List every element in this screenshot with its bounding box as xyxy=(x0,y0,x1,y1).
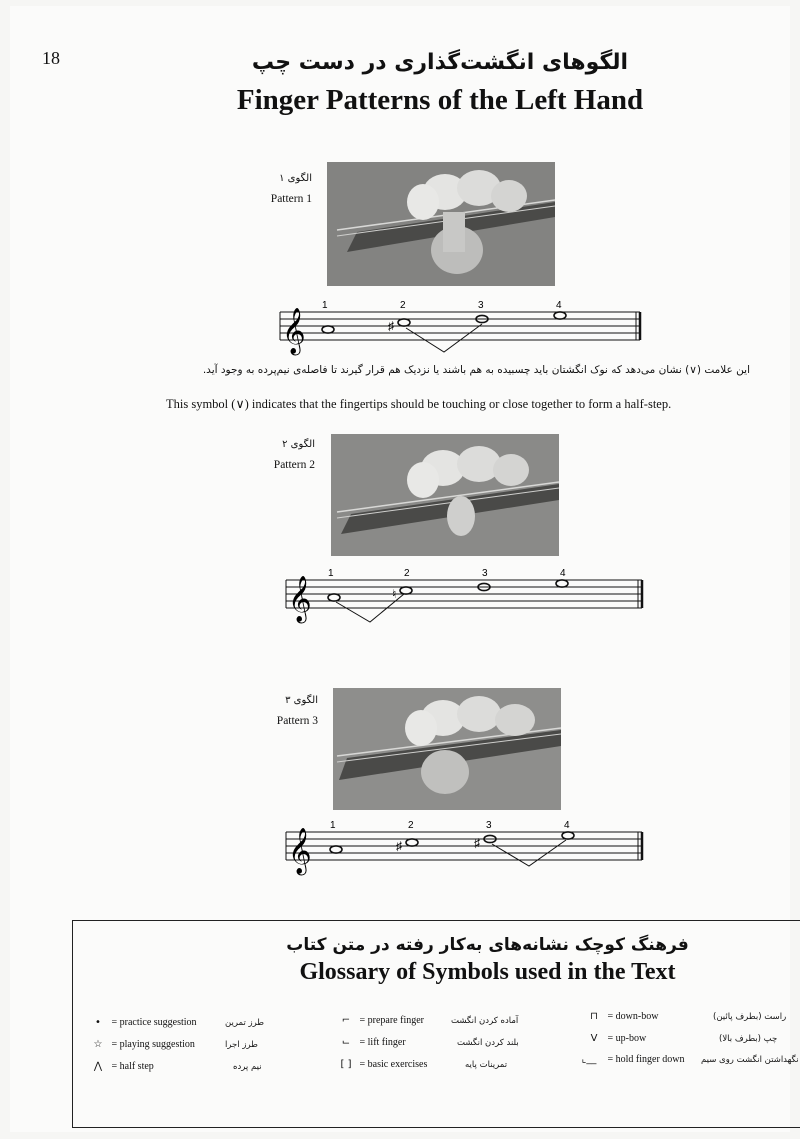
pattern-3-staff xyxy=(276,818,656,880)
glossary-item-persian: آماده کردن انگشت xyxy=(451,1016,519,1026)
pattern-3-label-english: Pattern 3 xyxy=(276,715,318,727)
glossary-item-half-step xyxy=(87,1061,154,1072)
glossary-item-label: = practice suggestion xyxy=(111,1017,197,1028)
pattern-1-label xyxy=(240,168,312,210)
finger-number: 4 xyxy=(556,300,562,311)
pattern-3-hand-photo xyxy=(333,688,561,810)
glossary-item-label: = up-bow xyxy=(607,1033,647,1044)
bullet-icon: • xyxy=(95,1017,101,1028)
glossary-item-persian: بلند کردن انگشت xyxy=(457,1038,519,1048)
finger-number: 3 xyxy=(482,568,488,579)
half-step-icon: ⋀ xyxy=(93,1061,103,1072)
glossary-item-playing-suggestion xyxy=(87,1039,195,1050)
page-title-persian: الگوهای انگشت‌گذاری در دست چپ xyxy=(251,50,629,75)
page-number: 18 xyxy=(42,48,60,68)
pattern-1-staff xyxy=(270,298,650,360)
finger-number: 2 xyxy=(404,568,410,579)
note-head xyxy=(562,832,574,839)
prepare-finger-icon: ⌐ xyxy=(341,1015,351,1026)
glossary-title-persian: فرهنگ کوچک نشانه‌های به‌کار رفته در متن کتاب xyxy=(286,935,689,955)
bracket-icon: [ ] xyxy=(340,1059,352,1070)
pattern-2-label-english: Pattern 2 xyxy=(273,459,315,471)
glossary-item-practice-suggestion xyxy=(87,1017,197,1028)
half-step-note-persian: این علامت (∨) نشان می‌دهد که نوک انگشتان باید چسبیده به هم باشند یا نزدیک هم قرار گیرند تا فاصله‌ی نیم‌پرده به وجود آید. xyxy=(202,364,750,376)
glossary-item-prepare-finger xyxy=(335,1015,424,1026)
glossary-item-persian: طرز تمرین xyxy=(225,1018,265,1028)
pattern-1-label-english: Pattern 1 xyxy=(270,193,312,205)
finger-number: 3 xyxy=(478,300,484,311)
glossary-box xyxy=(72,920,800,1128)
note-head xyxy=(554,312,566,319)
pattern-2-hand-photo xyxy=(331,434,559,556)
glossary-item-persian: طرز اجرا xyxy=(225,1040,258,1050)
finger-number: 4 xyxy=(564,820,570,831)
glossary-item-lift-finger xyxy=(335,1037,406,1048)
note-head xyxy=(556,580,568,587)
pattern-2-label xyxy=(243,434,315,476)
page-title-english: Finger Patterns of the Left Hand xyxy=(236,84,644,116)
sharp-icon: ♯ xyxy=(474,836,480,850)
glossary-item-down-bow xyxy=(583,1011,658,1022)
glossary-item-label: = down-bow xyxy=(607,1011,659,1022)
glossary-item-persian: تمرینات پایه xyxy=(465,1060,508,1070)
glossary-item-label: = half step xyxy=(111,1061,154,1072)
glossary-item-persian: نگهداشتن انگشت روی سیم xyxy=(701,1055,799,1065)
glossary-item-basic-exercises xyxy=(335,1059,427,1070)
star-icon: ☆ xyxy=(93,1039,103,1050)
finger-number: 3 xyxy=(486,820,492,831)
note-head xyxy=(400,587,412,594)
finger-number: 2 xyxy=(408,820,414,831)
sharp-icon: ♯ xyxy=(396,839,402,853)
finger-number: 1 xyxy=(328,568,334,579)
glossary-item-persian: راست (بطرف پائین) xyxy=(713,1012,787,1022)
treble-clef-icon: 𝄞 xyxy=(288,576,312,622)
glossary-item-persian: چپ (بطرف بالا) xyxy=(719,1034,778,1044)
note-head xyxy=(406,839,418,846)
treble-clef-icon: 𝄞 xyxy=(282,308,306,354)
glossary-title-english: Glossary of Symbols used in the Text xyxy=(299,959,676,985)
glossary-item-label: = prepare finger xyxy=(359,1015,424,1026)
glossary-item-label: = playing suggestion xyxy=(111,1039,195,1050)
lift-finger-icon: ⌙ xyxy=(341,1037,351,1048)
down-bow-icon: ⊓ xyxy=(590,1011,598,1022)
pattern-1-hand-photo xyxy=(327,162,555,286)
glossary-item-up-bow xyxy=(583,1033,646,1044)
pattern-1-label-persian: الگوی ۱ xyxy=(279,173,312,184)
glossary-item-hold-finger-down xyxy=(573,1054,685,1065)
note-head xyxy=(328,594,340,601)
note-head xyxy=(330,846,342,853)
finger-number: 2 xyxy=(400,300,406,311)
finger-number: 1 xyxy=(330,820,336,831)
finger-number: 1 xyxy=(322,300,328,311)
glossary-item-label: = basic exercises xyxy=(359,1059,428,1070)
glossary-item-label: = lift finger xyxy=(359,1037,406,1048)
treble-clef-icon: 𝄞 xyxy=(288,828,312,874)
up-bow-icon: V xyxy=(590,1033,598,1044)
glossary-item-label: = hold finger down xyxy=(607,1054,685,1065)
sharp-icon: ♯ xyxy=(388,319,394,333)
finger-number: 4 xyxy=(560,568,566,579)
pattern-2-label-persian: الگوی ۲ xyxy=(282,439,315,450)
pattern-3-label xyxy=(246,690,318,732)
note-head xyxy=(322,326,334,333)
natural-icon: ♮ xyxy=(392,587,397,601)
half-step-mark xyxy=(406,324,482,352)
note-head xyxy=(398,319,410,326)
half-step-note-english: This symbol (∨) indicates that the fingertips should be touching or close together to form a half-step. xyxy=(166,397,672,411)
pattern-3-label-persian: الگوی ۳ xyxy=(285,695,318,706)
pattern-2-staff xyxy=(276,566,656,628)
hold-finger-icon: ⌞__ xyxy=(581,1054,597,1065)
glossary-item-persian: نیم پرده xyxy=(233,1062,262,1072)
